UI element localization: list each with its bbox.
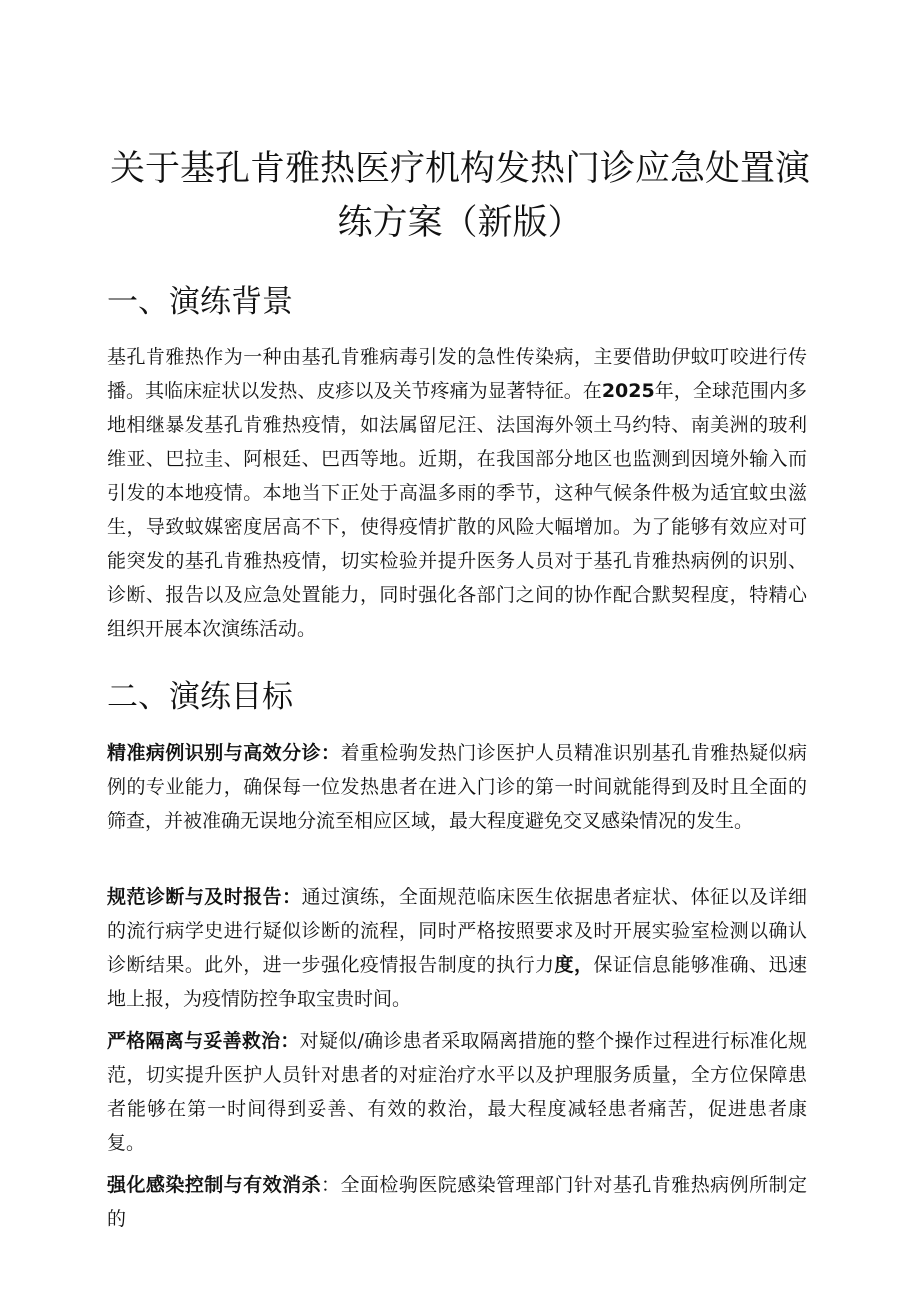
goal-text: 保证信息能够准确、迅速地上报，为疫情防控争取宝贵时间。: [107, 954, 807, 1010]
goal-text: 着重检驹发热门诊医护人员精准识别基孔肯雅热疑似病例的专业能力，确保每一位发热患者在进入门诊的第一时间就能得到及时且全面的筛查，并被准确无误地分流至相应区域，最大程度避免交叉感染情况的发生。: [107, 742, 807, 832]
goal-paragraph: [107, 1024, 807, 1160]
goal-paragraph: [107, 736, 807, 838]
goal-text: 对疑似/确诊患者采取隔离措施的整个操作过程进行标准化规范，切实提升医护人员针对患者的对症治疗水平以及护理服务质量，全方位保障患者能够在第一时间得到妥善、有效的救治，最大程度减轻患者痛苦，促进患者康复。: [107, 1030, 807, 1154]
section-heading-background: 一、演练背景: [107, 284, 293, 320]
background-paragraph: [107, 340, 807, 646]
section-heading-goals: 二、演练目标: [107, 679, 293, 715]
goal-label: 规范诊断与及时报告：: [107, 886, 302, 908]
goal-paragraph: [107, 880, 807, 1016]
document-title: 关于基孔肯雅热医疗机构发热门诊应急处置演练方案（新版）: [109, 149, 810, 243]
goal-paragraph: [107, 1168, 807, 1230]
goal-label: 严格隔离与妥善救治：: [107, 1030, 300, 1052]
background-year: 2025: [601, 380, 655, 402]
background-text-1: 基孔肯雅热作为一种由基孔肯雅病毒引发的急性传染病，主要借助伊蚊叮咬进行传播。其临床症状以发热、皮疹以及关节疼痛为显著特征。在: [107, 346, 807, 402]
goal-text-bold: 度，: [554, 954, 594, 976]
goal-text: ：全面检驹医院感染管理部门针对基孔肯雅热病例所制定的: [107, 1174, 807, 1230]
background-text-2: 年，全球范围内多地相继暴发基孔肯雅热疫情，如法属留尼汪、法国海外领土马约特、南美洲的玻利维亚、巴拉圭、阿根廷、巴西等地。近期，在我国部分地区也监测到因境外输入而引发的本地疫情。本地当下正处于高温多雨的季节，这种气候条件极为适宜蚊虫滋生，导致蚊媒密度居高不下，使得疫情扩散的风险大幅增加。为了能够有效应对可能突发的基孔肯雅热疫情，切实检验并提升医务人员对于基孔肯雅热病例的识别、诊断、报告以及应急处置能力，同时强化各部门之间的协作配合默契程度，特精心组织开展本次演练活动。: [107, 380, 807, 640]
goal-label: 强化感染控制与有效消杀: [107, 1174, 322, 1196]
goal-label: 精准病例识别与高效分诊：: [107, 742, 341, 764]
goal-text: 通过演练，全面规范临床医生依据患者症状、体征以及详细的流行病学史进行疑似诊断的流程，同时严格按照要求及时开展实验室检测以确认诊断结果。此外，进一步强化疫情报告制度的执行力: [107, 886, 807, 976]
